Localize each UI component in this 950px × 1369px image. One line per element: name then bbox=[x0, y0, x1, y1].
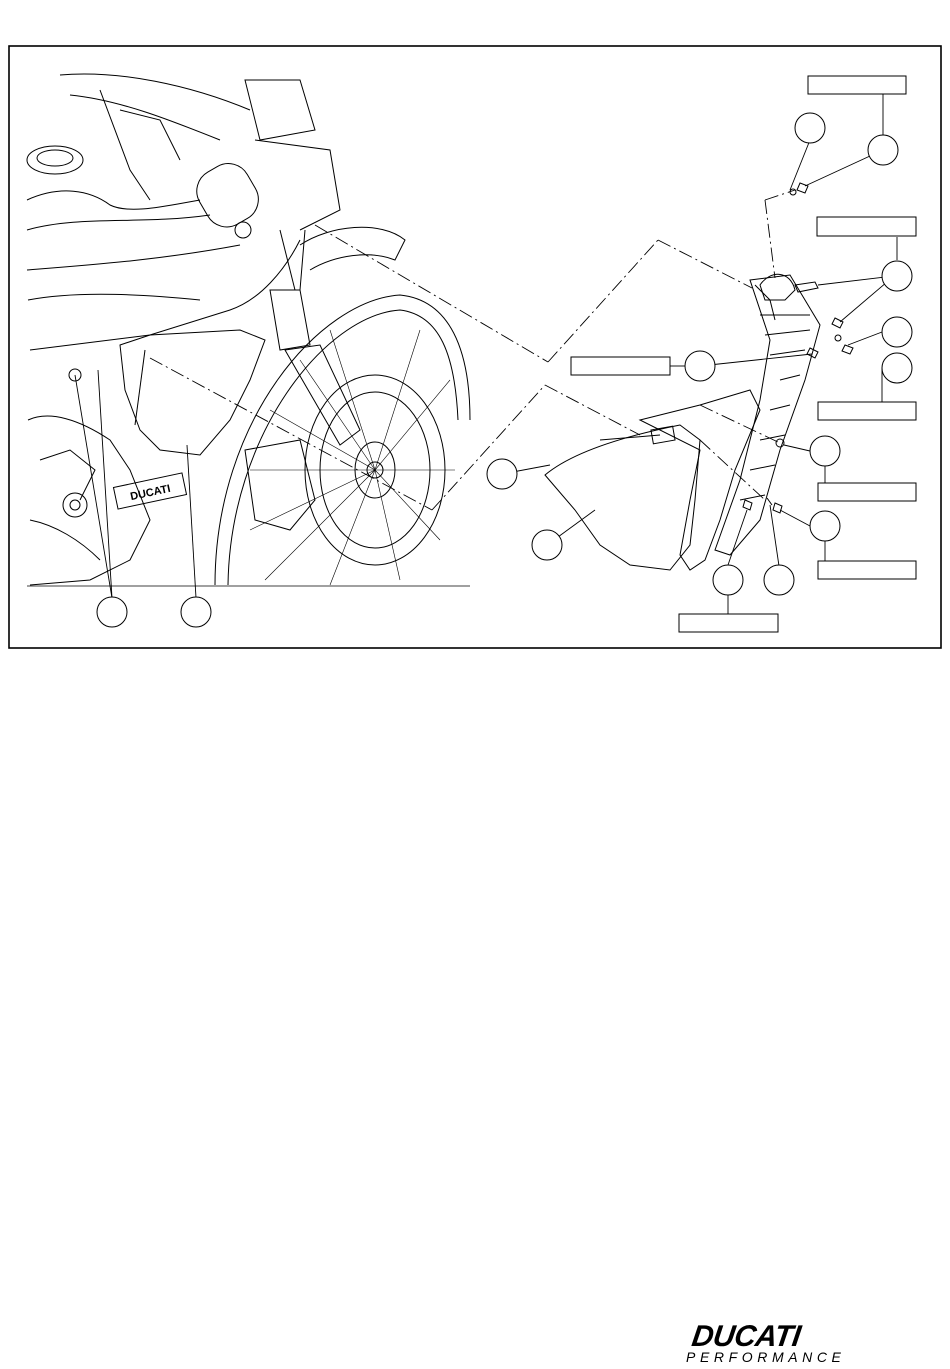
inner-cover bbox=[640, 390, 760, 570]
callout-circle bbox=[487, 459, 517, 489]
label-box bbox=[818, 483, 916, 501]
label-box bbox=[817, 217, 916, 236]
front-tire bbox=[215, 295, 470, 585]
bike-brand-badge: DUCATI bbox=[129, 482, 172, 504]
callout-circles bbox=[97, 113, 912, 627]
callout-circle bbox=[882, 353, 912, 383]
callout-circle bbox=[764, 565, 794, 595]
callout-circle bbox=[795, 113, 825, 143]
callout-circle bbox=[685, 351, 715, 381]
label-box bbox=[571, 357, 670, 375]
callout-circle bbox=[181, 597, 211, 627]
side-panel bbox=[545, 425, 700, 570]
callout-circle bbox=[97, 597, 127, 627]
callout-circle bbox=[810, 436, 840, 466]
brake-caliper bbox=[245, 440, 315, 530]
label-boxes bbox=[571, 76, 916, 632]
callout-circle bbox=[868, 135, 898, 165]
logo-subtitle: PERFORMANCE bbox=[686, 1349, 846, 1365]
label-box bbox=[808, 76, 906, 94]
ducati-performance-logo bbox=[686, 1322, 936, 1364]
logo-brand: DUCATI bbox=[689, 1320, 803, 1353]
label-box bbox=[818, 402, 916, 420]
exploded-diagram bbox=[0, 0, 950, 660]
label-box bbox=[818, 561, 916, 579]
side-panel-left bbox=[120, 330, 265, 455]
motorcycle-illustration bbox=[27, 74, 470, 586]
mounting-bracket bbox=[715, 275, 820, 555]
callout-circle bbox=[882, 261, 912, 291]
label-box bbox=[679, 614, 778, 632]
callout-circle bbox=[713, 565, 743, 595]
callout-circle bbox=[532, 530, 562, 560]
callout-circle bbox=[882, 317, 912, 347]
callout-circle bbox=[810, 511, 840, 541]
